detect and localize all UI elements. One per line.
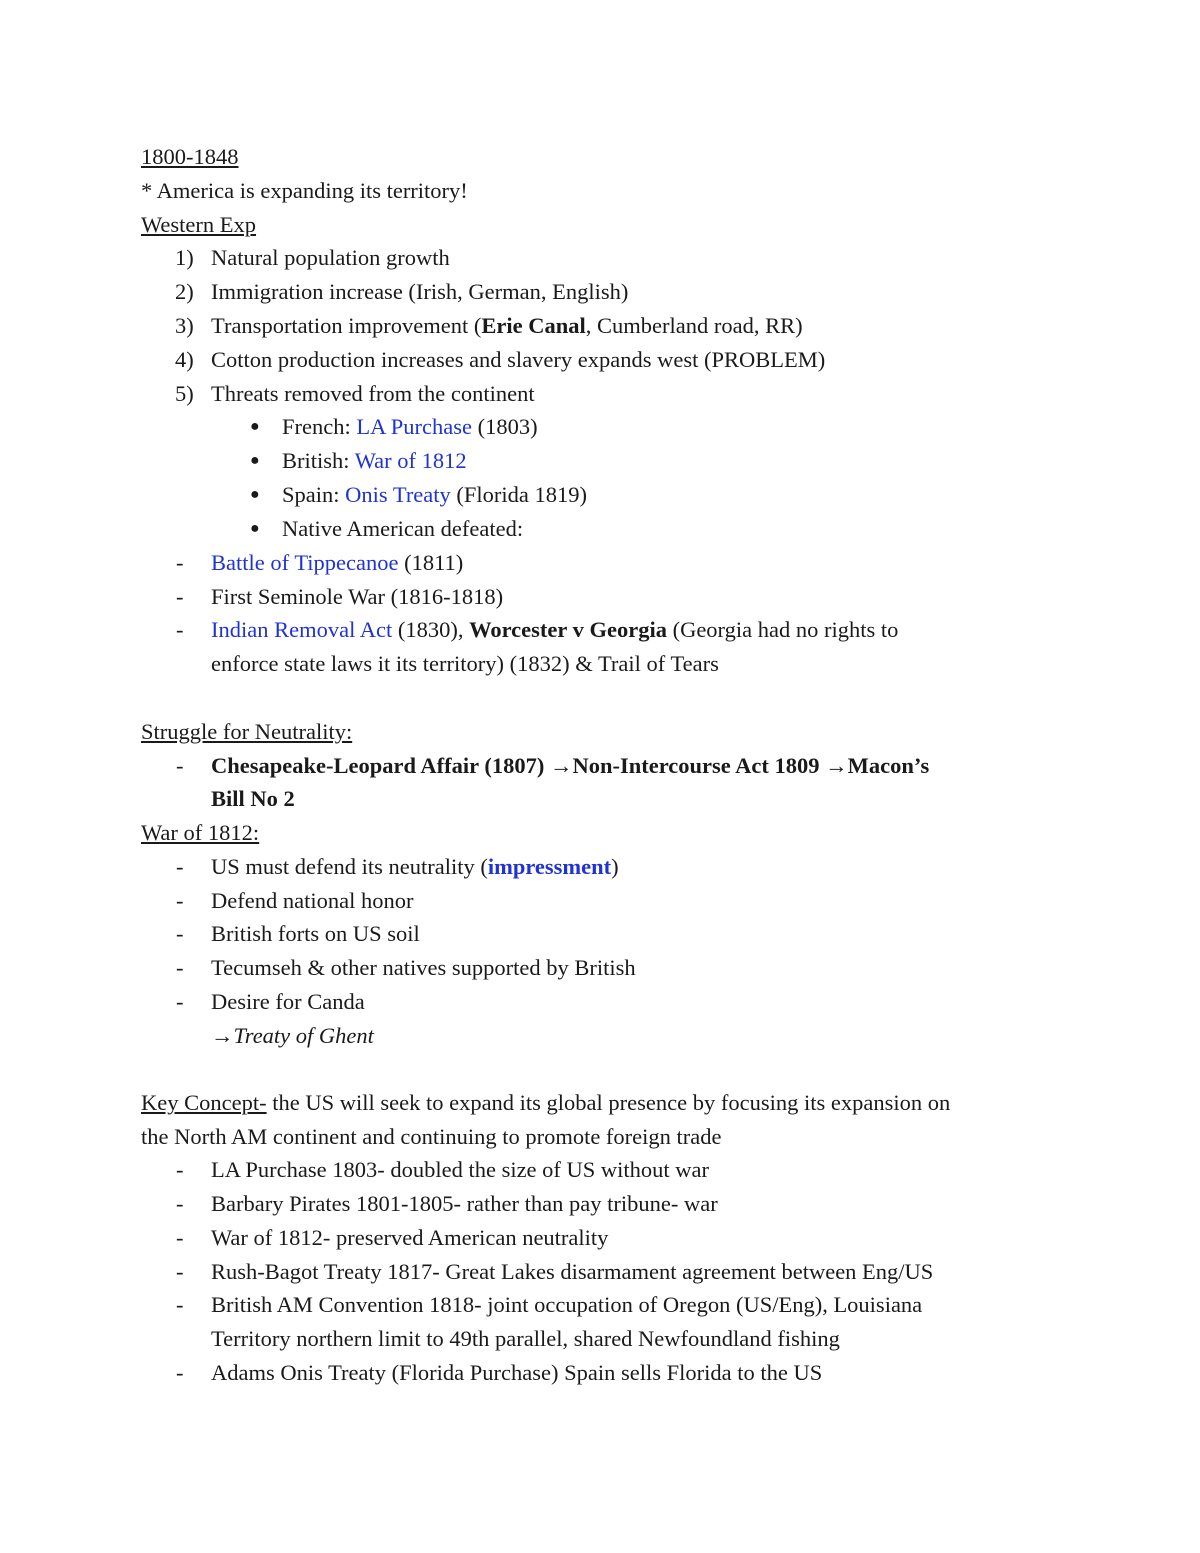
dash-marker: - (176, 584, 184, 609)
list-item: Threats removed from the continent (211, 381, 535, 406)
list-item-continuation: Territory northern limit to 49th parallel, shared Newfoundland fishing (211, 1326, 840, 1351)
list-number: 5) (175, 381, 194, 406)
war-1812-heading: War of 1812: (141, 820, 260, 845)
neutrality-heading: Struggle for Neutrality: (141, 719, 353, 744)
dash-marker: - (176, 921, 184, 946)
list-item (211, 613, 898, 647)
dash-marker: - (176, 1259, 184, 1284)
list-number: 3) (175, 313, 194, 338)
bullet-icon: ● (250, 418, 260, 435)
dash-marker: - (176, 1225, 184, 1250)
dash-marker: - (176, 888, 184, 913)
list-item: British forts on US soil (211, 921, 420, 946)
onis-treaty-link[interactable]: Onis Treaty (345, 482, 451, 507)
item-text: British: (282, 448, 355, 473)
intro-line: * America is expanding its territory! (141, 178, 468, 203)
list-item: Native American defeated: (282, 516, 524, 541)
dash-marker: - (176, 1157, 184, 1182)
key-concept-label: Key Concept- (141, 1090, 267, 1115)
dash-marker: - (176, 989, 184, 1014)
impressment-link[interactable]: impressment (487, 854, 612, 879)
list-item (211, 309, 803, 343)
list-item: British AM Convention 1818- joint occupation of Oregon (US/Eng), Louisiana (211, 1292, 923, 1317)
treaty-of-ghent-note: →Treaty of Ghent (211, 1023, 374, 1048)
list-number: 1) (175, 245, 194, 270)
indian-removal-act-link[interactable]: Indian Removal Act (211, 617, 393, 642)
dash-marker: - (176, 617, 184, 642)
list-item: War of 1812- preserved American neutrality (211, 1225, 609, 1250)
list-item: Rush-Bagot Treaty 1817- Great Lakes disarmament agreement between Eng/US (211, 1259, 934, 1284)
list-item: First Seminole War (1816-1818) (211, 584, 504, 609)
list-item: Natural population growth (211, 245, 450, 270)
item-text: US must defend its neutrality ( (211, 854, 488, 879)
bullet-icon: ● (250, 486, 260, 503)
item-text: French: (282, 414, 357, 439)
bullet-icon: ● (250, 452, 260, 469)
tippecanoe-link[interactable]: Battle of Tippecanoe (211, 550, 399, 575)
dash-marker: - (176, 753, 184, 778)
worcester-bold: Worcester v Georgia (469, 617, 667, 642)
key-concept-line (141, 1086, 950, 1120)
list-item: Cotton production increases and slavery expands west (PROBLEM) (211, 347, 826, 372)
la-purchase-link[interactable]: LA Purchase (356, 414, 472, 439)
erie-canal-bold: Erie Canal (481, 313, 586, 338)
item-text: ) (611, 854, 619, 879)
dash-marker: - (176, 955, 184, 980)
list-item: Immigration increase (Irish, German, English) (211, 279, 629, 304)
list-item: Adams Onis Treaty (Florida Purchase) Spain sells Florida to the US (211, 1360, 823, 1385)
item-text: (1811) (398, 550, 464, 575)
list-item-continuation: Bill No 2 (211, 786, 295, 811)
page-title: 1800-1848 (141, 144, 239, 169)
list-item: Defend national honor (211, 888, 414, 913)
list-item (282, 444, 467, 478)
dash-marker: - (176, 1292, 184, 1317)
list-item: LA Purchase 1803- doubled the size of US without war (211, 1157, 710, 1182)
list-number: 2) (175, 279, 194, 304)
dash-marker: - (176, 550, 184, 575)
list-item (211, 546, 463, 580)
item-text: (Georgia had no rights to (666, 617, 899, 642)
list-item: Chesapeake-Leopard Affair (1807) →Non-Intercourse Act 1809 →Macon’s (211, 753, 930, 778)
list-number: 4) (175, 347, 194, 372)
item-text: Spain: (282, 482, 346, 507)
item-text: Transportation improvement ( (211, 313, 482, 338)
war-of-1812-link[interactable]: War of 1812 (354, 448, 467, 473)
western-exp-heading: Western Exp (141, 212, 257, 237)
list-item: Barbary Pirates 1801-1805- rather than pay tribune- war (211, 1191, 718, 1216)
key-concept-line: the North AM continent and continuing to promote foreign trade (141, 1124, 722, 1149)
list-item (282, 410, 538, 444)
item-text: (1803) (471, 414, 538, 439)
item-text: (1830), (392, 617, 470, 642)
dash-marker: - (176, 1360, 184, 1385)
item-text: , Cumberland road, RR) (585, 313, 803, 338)
list-item (211, 850, 619, 884)
list-item: Tecumseh & other natives supported by British (211, 955, 636, 980)
item-text: (Florida 1819) (450, 482, 588, 507)
dash-marker: - (176, 1191, 184, 1216)
list-item-continuation: enforce state laws it its territory) (1832) & Trail of Tears (211, 651, 719, 676)
item-text: the US will seek to expand its global presence by focusing its expansion on (266, 1090, 951, 1115)
bullet-icon: ● (250, 520, 260, 537)
dash-marker: - (176, 854, 184, 879)
list-item (282, 478, 587, 512)
list-item: Desire for Canda (211, 989, 365, 1014)
